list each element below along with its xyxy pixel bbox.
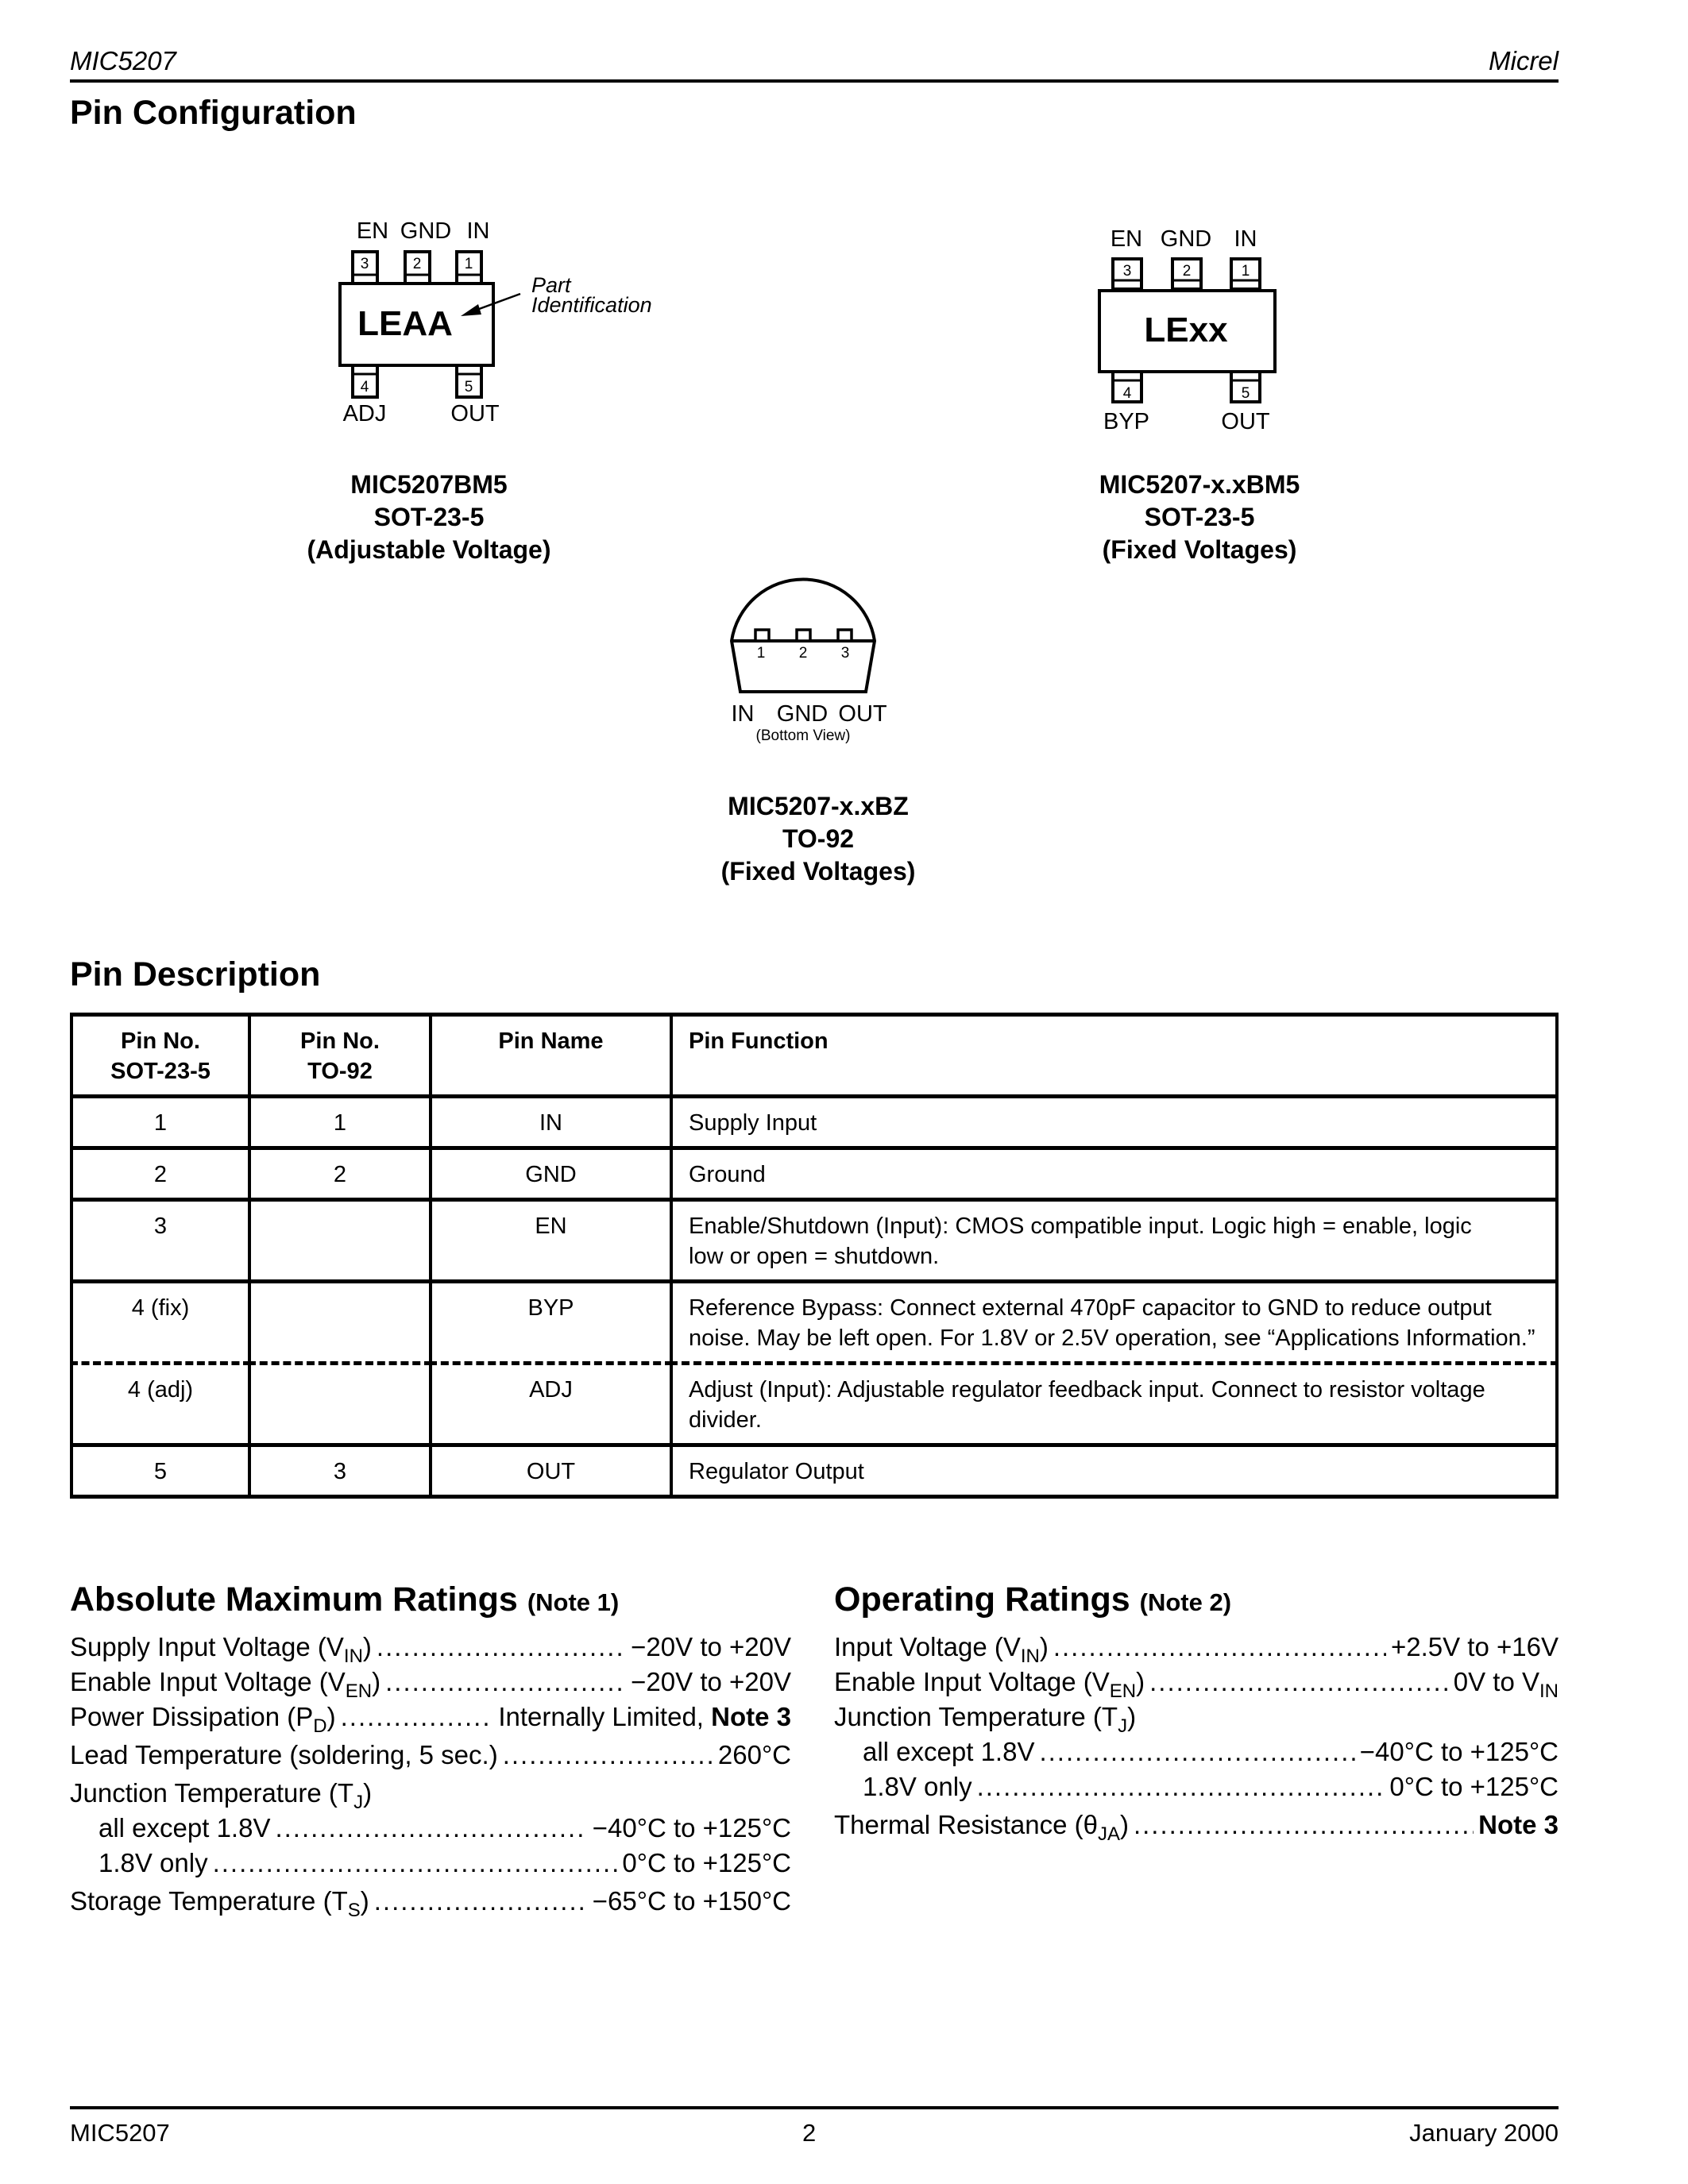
cell-sot: 4 (fix) [71, 1282, 249, 1364]
sot23-adj-label-in: IN [466, 218, 490, 244]
table-row [71, 1200, 1557, 1282]
rating-row: Enable Input Voltage $(V_{EN})$ ..... 0V to $V_{IN}$ [834, 1665, 1559, 1700]
to92-label-in: IN [731, 701, 755, 727]
sot23-fixed-label-gnd: GND [1160, 226, 1212, 252]
cell-name: EN [431, 1200, 671, 1282]
rating-row: Input Voltage $(V_{IN})$ ..... +2.5V to +16V [834, 1630, 1559, 1665]
rating-row: 1.8V only ..... 0°C to +125°C [834, 1769, 1559, 1804]
cell-name: ADJ [431, 1364, 671, 1445]
table-row [71, 1364, 1557, 1445]
absolute-max-list [70, 1630, 791, 1919]
to92-diagram [675, 556, 993, 762]
caption-line: SOT-23-5 [373, 503, 485, 531]
sot23-fixed-pin-2: 2 [1182, 263, 1192, 280]
rating-row: Thermal Resistance $(\theta_{JA})$ ..... Note 3 [834, 1808, 1559, 1843]
pin-description-table [70, 1013, 1559, 1499]
absolute-max-note: (Note 1) [527, 1588, 620, 1616]
sot23-adj-pin-4: 4 [360, 379, 369, 396]
rating-row: 1.8V only ..... 0°C to +125°C [70, 1846, 791, 1881]
cell-sot: 4 (adj) [71, 1364, 249, 1445]
footer-date: January 2000 [1409, 2119, 1559, 2147]
to92-label-gnd: GND [776, 701, 829, 727]
cell-to92: 1 [249, 1097, 431, 1148]
header-pin-name: Pin Name [431, 1015, 671, 1097]
cell-to92 [249, 1282, 431, 1364]
operating-note: (Note 2) [1139, 1588, 1232, 1616]
footer-part-number: MIC5207 [70, 2119, 170, 2147]
operating-ratings-title [834, 1580, 1231, 1619]
rating-row: Storage Temperature $(T_S)$ ..... −65°C to +150°C [70, 1884, 791, 1919]
sot23-fixed-pin-3: 3 [1122, 263, 1132, 280]
caption-line: MIC5207-x.xBZ [728, 792, 909, 820]
rating-row: all except 1.8V ..... −40°C to +125°C [70, 1811, 791, 1846]
header-pin-no-to92: Pin No. TO-92 [249, 1015, 431, 1097]
rating-row: Power Dissipation $(P_D)$ ..... Internally Limited, Note 3 [70, 1700, 791, 1734]
header-pin-function: Pin Function [671, 1015, 1557, 1097]
sot23-adj-pin-5: 5 [464, 379, 473, 396]
table-row [71, 1282, 1557, 1364]
sot23-fixed-label-out: OUT [1221, 409, 1270, 434]
operating-title-text: Operating Ratings [834, 1580, 1130, 1619]
sot23-fixed-pin-5: 5 [1241, 385, 1250, 402]
sot23-fixed-marking: LExx [1144, 311, 1228, 349]
cell-to92: 2 [249, 1148, 431, 1200]
sot23-adj-pin-3: 3 [360, 256, 369, 272]
rating-row: Enable Input Voltage $(V_{EN})$ ..... −20V to +20V [70, 1665, 791, 1700]
to92-pin-1: 1 [756, 645, 766, 662]
table-row [71, 1148, 1557, 1200]
pin-configuration-title: Pin Configuration [70, 94, 357, 132]
cell-function: Reference Bypass: Connect external 470pF capacitor to GND to reduce output noise. May be left open. For 1.8V or 2.5V operation, see “Applications Information.” [671, 1282, 1557, 1364]
cell-function: Ground [671, 1148, 1557, 1200]
sot23-adj-pin-2: 2 [412, 256, 422, 272]
sot23-adj-label-en: EN [356, 218, 389, 244]
rating-row: Junction Temperature $(T_J)$ [834, 1702, 1137, 1737]
callout-part: Part [531, 273, 571, 297]
sot23-adj-diagram [302, 199, 778, 437]
cell-function: Regulator Output [671, 1445, 1557, 1497]
caption-line: TO-92 [782, 824, 855, 853]
cell-sot: 3 [71, 1200, 249, 1282]
to92-caption [651, 790, 985, 888]
rating-row: Supply Input Voltage $(V_{IN})$ ..... −20V to +20V [70, 1630, 791, 1665]
sot23-adj-caption [262, 469, 596, 566]
cell-name: IN [431, 1097, 671, 1148]
sot23-fixed-label-in: IN [1234, 226, 1257, 252]
cell-name: OUT [431, 1445, 671, 1497]
table-row [71, 1097, 1557, 1148]
absolute-max-title [70, 1580, 619, 1619]
sot23-adj-pin-1: 1 [464, 256, 473, 272]
to92-label-out: OUT [838, 701, 887, 727]
to92-pin-3: 3 [840, 645, 850, 662]
header-pin-no-sot: Pin No. SOT-23-5 [71, 1015, 249, 1097]
caption-line: (Adjustable Voltage) [307, 535, 551, 564]
cell-to92: 3 [249, 1445, 431, 1497]
cell-sot: 5 [71, 1445, 249, 1497]
operating-ratings-list [834, 1630, 1559, 1843]
sot23-adj-label-gnd: GND [400, 218, 452, 244]
cell-name: BYP [431, 1282, 671, 1364]
table-header-row [71, 1015, 1557, 1097]
sot23-adj-marking: LEAA [357, 304, 453, 343]
to92-bottom-view-note: (Bottom View) [755, 727, 851, 744]
cell-to92 [249, 1364, 431, 1445]
sot23-adj-label-out: OUT [450, 401, 500, 426]
pin-description-title: Pin Description [70, 955, 321, 994]
footer-rule [70, 2106, 1559, 2109]
sot23-fixed-caption [1033, 469, 1366, 566]
cell-name: GND [431, 1148, 671, 1200]
caption-line: (Fixed Voltages) [720, 857, 916, 886]
cell-function: Supply Input [671, 1097, 1557, 1148]
sot23-fixed-label-en: EN [1110, 226, 1143, 252]
sot23-adj-label-adj: ADJ [342, 401, 387, 426]
footer-page-number: 2 [802, 2119, 817, 2147]
sot23-fixed-pin-1: 1 [1241, 263, 1250, 280]
sot23-fixed-diagram [1033, 199, 1350, 437]
cell-function: Enable/Shutdown (Input): CMOS compatible input. Logic high = enable, logic low or open = shutdown. [671, 1200, 1557, 1282]
absolute-max-title-text: Absolute Maximum Ratings [70, 1580, 518, 1619]
rating-row: Junction Temperature $(T_J)$ [70, 1778, 373, 1813]
rating-row: Lead Temperature (soldering, 5 sec.) ..... 260°C [70, 1738, 791, 1773]
cell-sot: 1 [71, 1097, 249, 1148]
cell-function: Adjust (Input): Adjustable regulator feedback input. Connect to resistor voltage divider. [671, 1364, 1557, 1445]
cell-to92 [249, 1200, 431, 1282]
cell-sot: 2 [71, 1148, 249, 1200]
caption-line: SOT-23-5 [1144, 503, 1255, 531]
to92-pin-2: 2 [798, 645, 808, 662]
sot23-fixed-label-byp: BYP [1103, 409, 1150, 434]
caption-line: MIC5207BM5 [350, 470, 508, 499]
table-row [71, 1445, 1557, 1497]
header-company: Micrel [1489, 46, 1559, 75]
header-part-number: MIC5207 [70, 46, 176, 75]
header-rule [70, 79, 1559, 83]
callout-identification: Identification [531, 293, 652, 317]
caption-line: (Fixed Voltages) [1102, 535, 1297, 564]
sot23-fixed-pin-4: 4 [1122, 385, 1132, 402]
caption-line: MIC5207-x.xBM5 [1099, 470, 1300, 499]
rating-row: all except 1.8V ..... −40°C to +125°C [834, 1734, 1559, 1769]
